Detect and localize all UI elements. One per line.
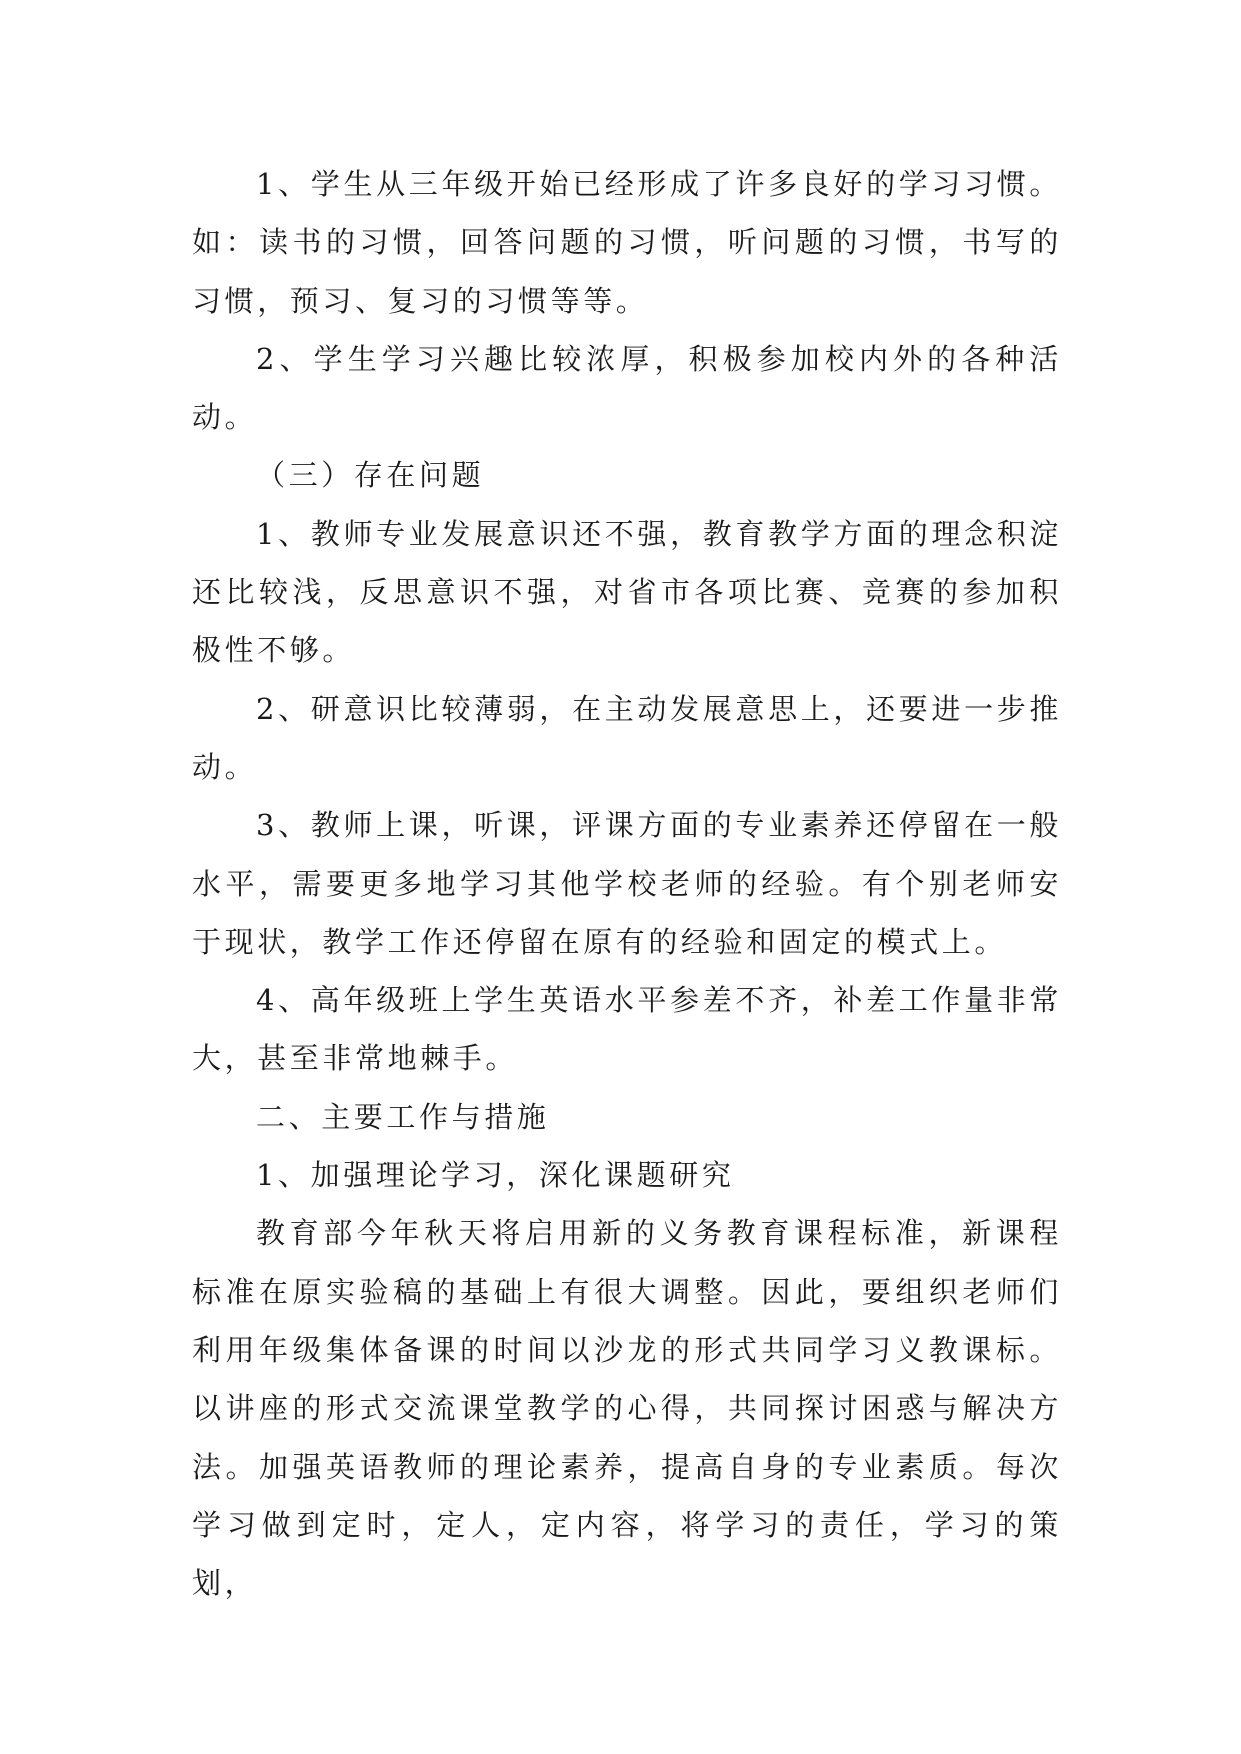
- subheading-theory-study: 1、加强理论学习，深化课题研究: [256, 1158, 735, 1193]
- paragraph-student-habits: 1、学生从三年级开始已经形成了许多良好的学习习惯。如：读书的习惯，回答问题的习惯，听问题的习惯，书写的习惯，预习、复习的习惯等等。: [192, 167, 1062, 318]
- paragraph-problem-2: 2、研意识比较薄弱，在主动发展意思上，还要进一步推动。: [192, 691, 1062, 784]
- section-heading-main-work: 二、主要工作与措施: [256, 1099, 550, 1134]
- paragraph-problem-1: 1、教师专业发展意识还不强，教育教学方面的理念积淀还比较浅，反思意识不强，对省市各项比赛、竞赛的参加积极性不够。: [192, 516, 1062, 668]
- paragraph-student-interest: 2、学生学习兴趣比较浓厚，积极参加校内外的各种活动。: [192, 341, 1062, 435]
- paragraph-theory-study: 教育部今年秋天将启用新的义务教育课程标准，新课程标准在原实验稿的基础上有很大调整。因此，要组织老师们利用年级集体备课的时间以沙龙的形式共同学习义教课标。以讲座的形式交流课堂教学的心得，共同探讨困惑与解决方法。加强英语教师的理论素养，提高自身的专业素质。每次学习做到定时，定人，定内容，将学习的责任，学习的策划，: [192, 1216, 1062, 1601]
- section-heading-problems: （三）存在问题: [256, 458, 485, 493]
- document-body: [192, 155, 1062, 1612]
- paragraph-problem-3: 3、教师上课，听课，评课方面的专业素养还停留在一般水平，需要更多地学习其他学校老师的经验。有个别老师安于现状，教学工作还停留在原有的经验和固定的模式上。: [192, 808, 1062, 959]
- paragraph-problem-4: 4、高年级班上学生英语水平参差不齐，补差工作量非常大，甚至非常地棘手。: [192, 983, 1062, 1076]
